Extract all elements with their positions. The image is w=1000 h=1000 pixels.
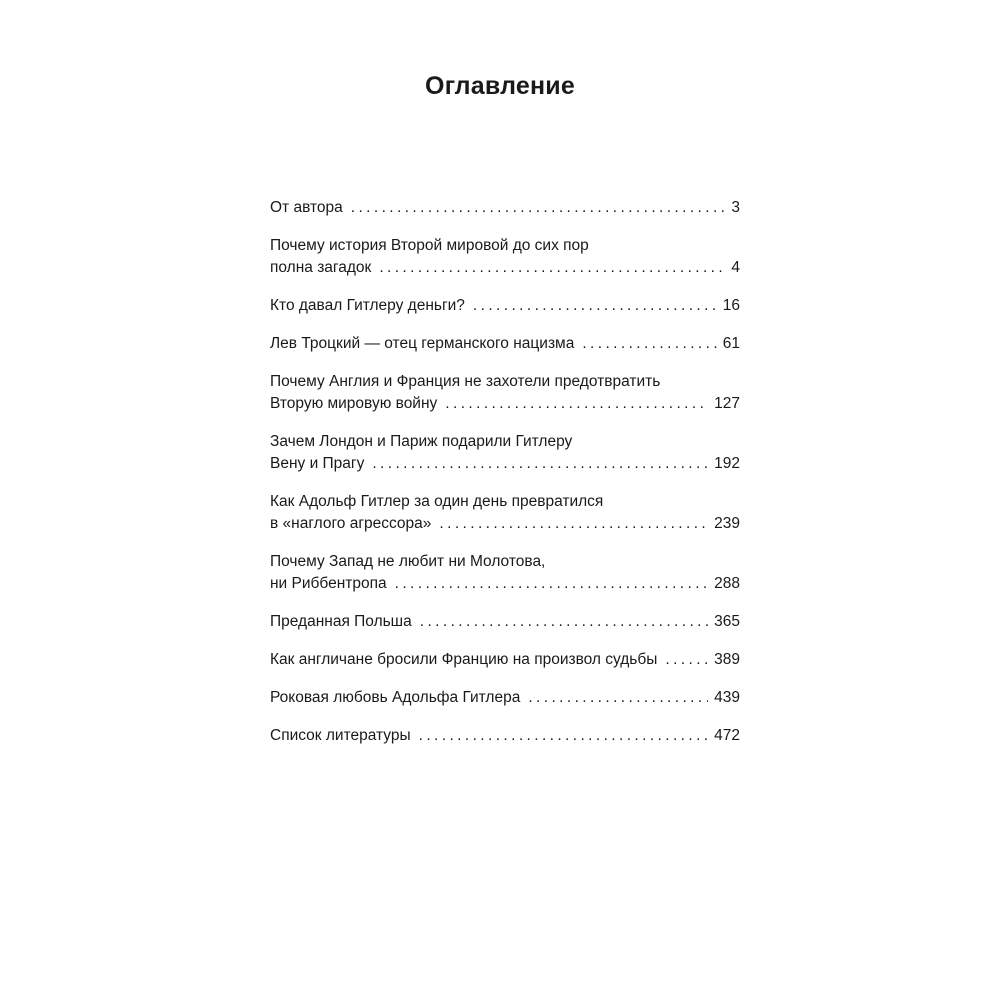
toc-entry-title-line: Роковая любовь Адольфа Гитлера bbox=[270, 689, 521, 706]
toc-entry[interactable] bbox=[270, 295, 740, 317]
toc-entry-leader-row bbox=[270, 611, 740, 633]
toc-entry[interactable] bbox=[270, 611, 740, 633]
toc-entry-leader-row bbox=[270, 295, 740, 317]
toc-entry-title-line: От автора bbox=[270, 199, 343, 216]
toc-entry-page-number: 127 bbox=[714, 395, 740, 412]
toc-entry[interactable] bbox=[270, 725, 740, 747]
toc-entry[interactable] bbox=[270, 371, 740, 415]
dot-leader bbox=[420, 611, 708, 633]
toc-entry-title-line: Лев Троцкий — отец германского нацизма bbox=[270, 335, 575, 352]
toc-entry-page-number: 3 bbox=[731, 199, 740, 216]
toc-entry-title-line: в «наглого агрессора» bbox=[270, 515, 432, 532]
toc-entry[interactable] bbox=[270, 333, 740, 355]
toc-entry-title-line: Почему Запад не любит ни Молотова, bbox=[270, 553, 546, 570]
toc-entry-leader-row bbox=[270, 333, 740, 355]
toc-entry-leader-row bbox=[270, 197, 740, 219]
toc-entry-page-number: 239 bbox=[714, 515, 740, 532]
toc-entry-title-line: Зачем Лондон и Париж подарили Гитлеру bbox=[270, 433, 573, 450]
toc-entry[interactable] bbox=[270, 551, 740, 595]
dot-leader bbox=[372, 453, 708, 475]
toc-entry-leader-row bbox=[270, 573, 740, 595]
page-title: Оглавление bbox=[425, 72, 575, 100]
toc-entry-title-line: Список литературы bbox=[270, 727, 411, 744]
toc-entry-leader-row bbox=[270, 257, 740, 279]
toc-entry-leader-row bbox=[270, 393, 740, 415]
dot-leader bbox=[582, 333, 716, 355]
toc-entry-title-line: Как Адольф Гитлер за один день превратился bbox=[270, 493, 604, 510]
toc-entry-page-number: 61 bbox=[722, 335, 740, 352]
toc-entry-page-number: 16 bbox=[722, 297, 740, 314]
dot-leader bbox=[439, 513, 708, 535]
toc-entry-title-line: Как англичане бросили Францию на произвол судьбы bbox=[270, 651, 658, 668]
toc-entry-page-number: 439 bbox=[714, 689, 740, 706]
dot-leader bbox=[395, 573, 708, 595]
toc-entry[interactable] bbox=[270, 197, 740, 219]
toc-entry-title-line: Кто давал Гитлеру деньги? bbox=[270, 297, 465, 314]
toc-entry-leader-row bbox=[270, 725, 740, 747]
toc-entry-page-number: 4 bbox=[731, 259, 740, 276]
toc-entry-title-line: полна загадок bbox=[270, 259, 372, 276]
dot-leader bbox=[351, 197, 726, 219]
dot-leader bbox=[665, 649, 708, 671]
toc-entry-title-line: Вторую мировую войну bbox=[270, 395, 438, 412]
toc-entry[interactable] bbox=[270, 649, 740, 671]
toc-entry[interactable] bbox=[270, 431, 740, 475]
toc-entry-page-number: 365 bbox=[714, 613, 740, 630]
toc-entry[interactable] bbox=[270, 235, 740, 279]
toc-entry[interactable] bbox=[270, 491, 740, 535]
toc-entry-leader-row bbox=[270, 453, 740, 475]
dot-leader bbox=[528, 687, 708, 709]
dot-leader bbox=[473, 295, 717, 317]
toc-entry-title-line: Почему история Второй мировой до сих пор bbox=[270, 237, 589, 254]
toc-entry-page-number: 389 bbox=[714, 651, 740, 668]
dot-leader bbox=[445, 393, 708, 415]
toc-entry-page-number: 472 bbox=[714, 727, 740, 744]
toc-entry-title-line: Преданная Польша bbox=[270, 613, 412, 630]
toc-entry[interactable] bbox=[270, 687, 740, 709]
toc-entry-title-line: ни Риббентропа bbox=[270, 575, 387, 592]
toc-entry-leader-row bbox=[270, 513, 740, 535]
table-of-contents bbox=[270, 197, 740, 763]
toc-entry-leader-row bbox=[270, 649, 740, 671]
toc-entry-title-line: Вену и Прагу bbox=[270, 455, 365, 472]
toc-entry-page-number: 288 bbox=[714, 575, 740, 592]
toc-entry-title-line: Почему Англия и Франция не захотели предотвратить bbox=[270, 373, 661, 390]
toc-entry-leader-row bbox=[270, 687, 740, 709]
dot-leader bbox=[419, 725, 708, 747]
dot-leader bbox=[379, 257, 725, 279]
toc-entry-page-number: 192 bbox=[714, 455, 740, 472]
